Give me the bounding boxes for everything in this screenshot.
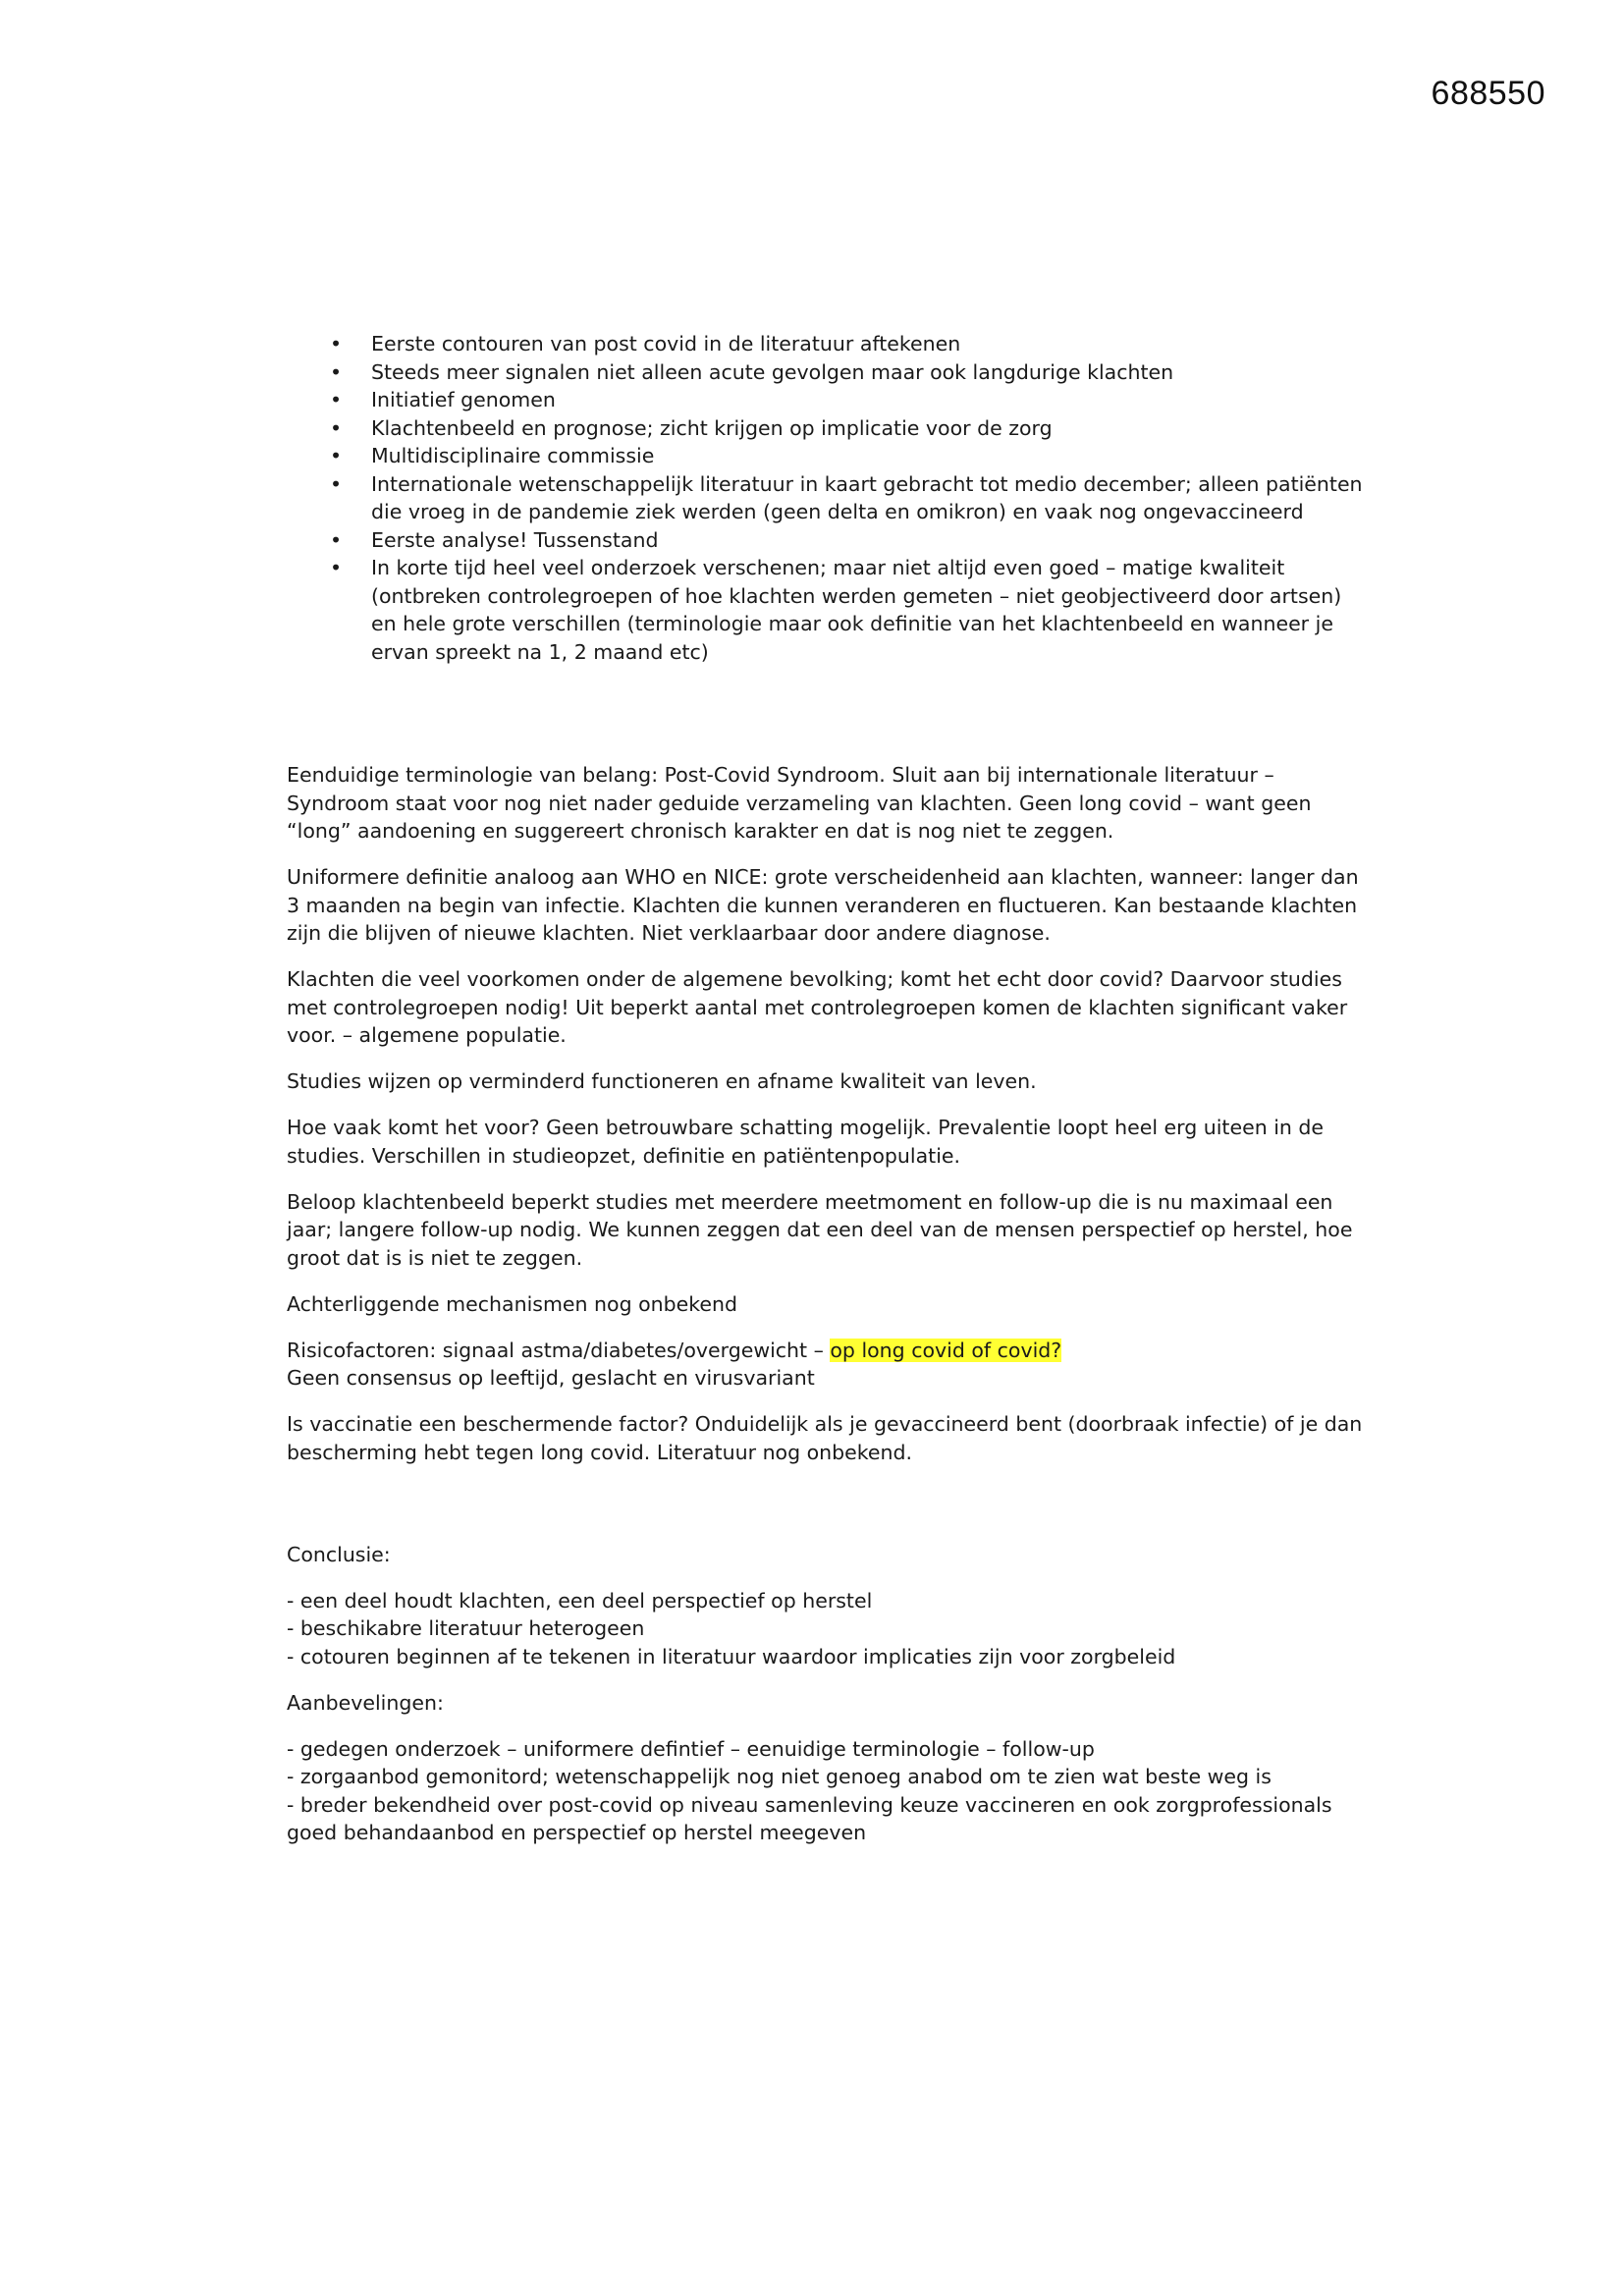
paragraph-functioneren: Studies wijzen op verminderd functioneren en afname kwaliteit van leven. bbox=[287, 1069, 1037, 1093]
list-item-text: Eerste analyse! Tussenstand bbox=[371, 527, 659, 552]
risicofactoren-text: Risicofactoren: signaal astma/diabetes/overgewicht – bbox=[287, 1338, 831, 1362]
list-item bbox=[324, 554, 1365, 666]
paragraph-beloop: Beloop klachtenbeeld beperkt studies met meerdere meetmoment en follow-up die is nu maximaal een jaar; langere follow-up nodig. We kunnen zeggen dat een deel van de mensen perspectief op herstel, hoe groot dat is is niet te zeggen. bbox=[287, 1189, 1353, 1270]
list-item-text: Internationale wetenschappelijk literatuur in kaart gebracht tot medio december; alleen patiënten die vroeg in de pandemie ziek werden (geen delta en omikron) en vaak nog ongevaccineerd bbox=[371, 471, 1363, 523]
bullet-icon: • bbox=[330, 556, 343, 579]
bullet-icon: • bbox=[330, 332, 343, 355]
list-item-text: Eerste contouren van post covid in de literatuur aftekenen bbox=[371, 332, 961, 355]
conclusie-heading: Conclusie: bbox=[287, 1542, 391, 1566]
list-item bbox=[324, 414, 1365, 443]
consensus-line: Geen consensus op leeftijd, geslacht en virusvariant bbox=[287, 1366, 815, 1390]
list-item bbox=[324, 358, 1365, 387]
body-text bbox=[287, 761, 1377, 1865]
bullet-icon: • bbox=[330, 527, 343, 552]
paragraph-prevalentie: Hoe vaak komt het voor? Geen betrouwbare schatting mogelijk. Prevalentie loopt heel erg uiteen in de studies. Verschillen in studieopzet, definitie en patiëntenpopulatie. bbox=[287, 1116, 1325, 1168]
aanbevelingen-list bbox=[287, 1735, 1377, 1847]
paragraph-definitie: Uniformere definitie analoog aan WHO en NICE: grote verscheidenheid aan klachten, wanneer: langer dan 3 maanden na begin van infectie. Klachten die kunnen veranderen en fluctueren. Kan bestaande klachten zijn die blijven of nieuwe klachten. Niet verklaarbaar door andere diagnose. bbox=[287, 865, 1359, 945]
paragraph-vaccinatie: Is vaccinatie een beschermende factor? Onduidelijk als je gevaccineerd bent (doorbraak infectie) of je dan bescherming hebt tegen long covid. Literatuur nog onbekend. bbox=[287, 1412, 1363, 1464]
conclusie-list bbox=[287, 1587, 1377, 1671]
conclusie-item: - cotouren beginnen af te tekenen in literatuur waardoor implicaties zijn voor zorgbeleid bbox=[287, 1644, 1176, 1668]
aanbevelingen-item: - breder bekendheid over post-covid op niveau samenleving keuze vaccineren en ook zorgprofessionals goed behandaanbod en perspectief op herstel meegeven bbox=[287, 1792, 1332, 1844]
document-number: 688550 bbox=[1431, 75, 1545, 112]
list-item bbox=[324, 386, 1365, 414]
aanbevelingen-item: - gedegen onderzoek – uniformere defintief – eenuidige terminologie – follow-up bbox=[287, 1736, 1095, 1761]
list-item-text: Initiatief genomen bbox=[371, 388, 556, 411]
bullet-icon: • bbox=[330, 415, 343, 440]
highlighted-text: op long covid of covid? bbox=[830, 1338, 1062, 1362]
aanbevelingen-item: - zorgaanbod gemonitord; wetenschappelijk nog niet genoeg anabod om te zien wat beste weg is bbox=[287, 1765, 1272, 1788]
aanbevelingen-heading: Aanbevelingen: bbox=[287, 1690, 444, 1715]
bullet-list bbox=[324, 330, 1365, 666]
conclusie-item: - een deel houdt klachten, een deel perspectief op herstel bbox=[287, 1588, 873, 1613]
risicofactoren-line bbox=[287, 1337, 1377, 1365]
bullet-icon: • bbox=[330, 359, 343, 384]
paragraph-risicofactoren bbox=[287, 1337, 1377, 1393]
conclusie-item: - beschikabre literatuur heterogeen bbox=[287, 1616, 645, 1640]
list-item bbox=[324, 330, 1365, 358]
paragraph-mechanismen: Achterliggende mechanismen nog onbekend bbox=[287, 1291, 738, 1316]
list-item-text: Steeds meer signalen niet alleen acute gevolgen maar ook langdurige klachten bbox=[371, 359, 1174, 384]
list-item-text: Multidisciplinaire commissie bbox=[371, 444, 655, 467]
list-item bbox=[324, 442, 1365, 470]
section-gap bbox=[287, 1485, 1377, 1541]
bullet-icon: • bbox=[330, 444, 343, 467]
paragraph-bevolking: Klachten die veel voorkomen onder de algemene bevolking; komt het echt door covid? Daarvoor studies met controlegroepen nodig! Uit beperkt aantal met controlegroepen komen de klachten significant vaker voor. – algemene populatie. bbox=[287, 967, 1348, 1047]
paragraph-terminologie: Eenduidige terminologie van belang: Post-Covid Syndroom. Sluit aan bij internationale literatuur – Syndroom staat voor nog niet nader geduide verzameling van klachten. Geen long covid – want geen “long” aandoening en suggereert chronisch karakter en dat is nog niet te zeggen. bbox=[287, 763, 1312, 843]
list-item bbox=[324, 470, 1365, 526]
list-item bbox=[324, 526, 1365, 555]
bullet-icon: • bbox=[330, 471, 343, 496]
list-item-text: Klachtenbeeld en prognose; zicht krijgen op implicatie voor de zorg bbox=[371, 415, 1053, 440]
list-item-text: In korte tijd heel veel onderzoek verschenen; maar niet altijd even goed – matige kwaliteit (ontbreken controlegroepen of hoe klachten werden gemeten – niet geobjectiveerd door artsen) en hele grote verschillen (terminologie maar ook definitie van het klachtenbeeld en wanneer je ervan spreekt na 1, 2 maand etc) bbox=[371, 556, 1342, 664]
bullet-icon: • bbox=[330, 388, 343, 411]
